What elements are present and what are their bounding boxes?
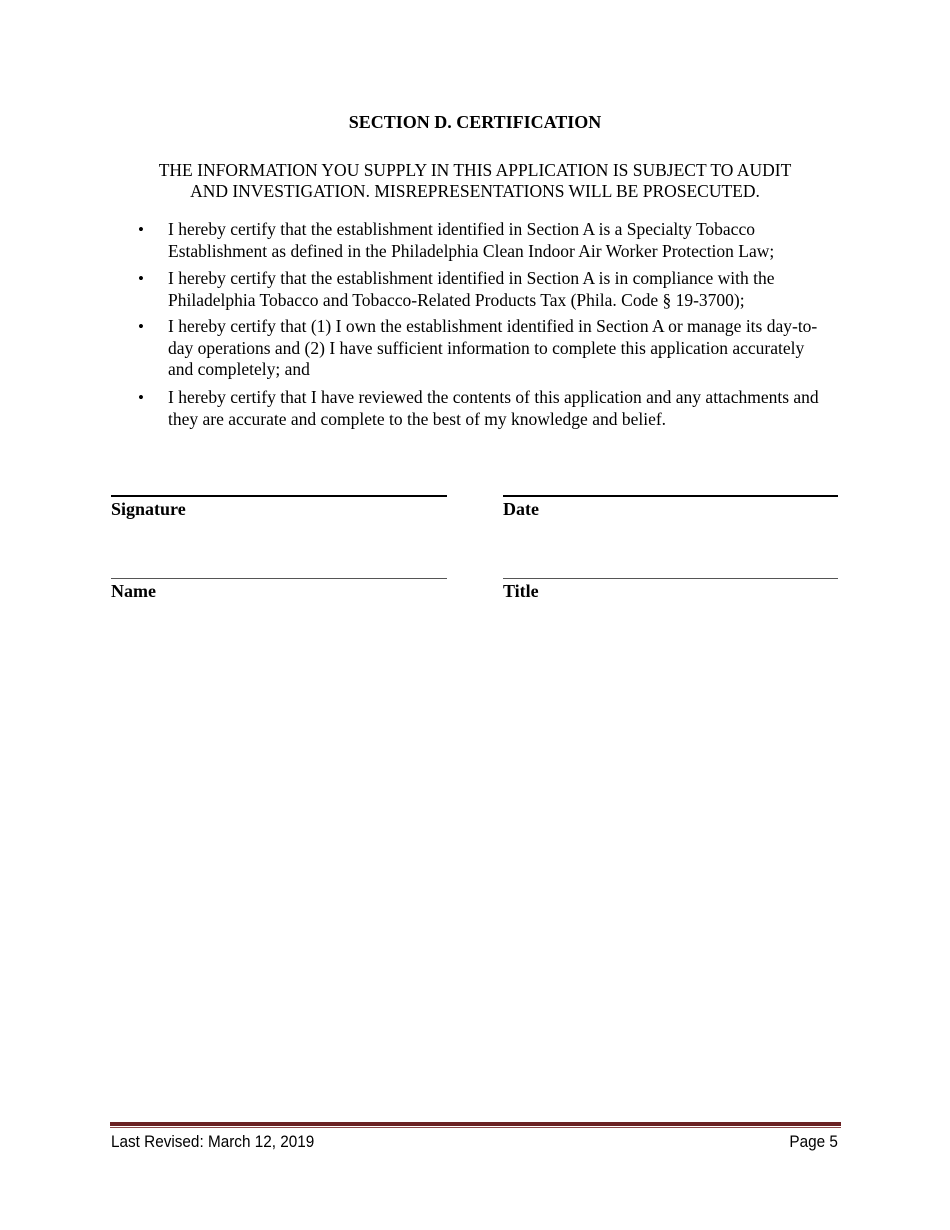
notice-line: THE INFORMATION YOU SUPPLY IN THIS APPLICATION IS SUBJECT TO AUDIT	[158, 160, 792, 180]
item-text: I hereby certify that the establishment identified in Section A is a Specialty Tobacco Establishment as defined in the Philadelphia Clean Indoor Air Worker Protection Law;	[168, 219, 775, 261]
item-text: I hereby certify that I have reviewed the contents of this application and any attachments and they are accurate and complete to the best of my knowledge and belief.	[168, 387, 819, 429]
title-line[interactable]	[503, 578, 838, 579]
page-number: Page 5	[789, 1132, 838, 1151]
bullet-icon: •	[138, 388, 144, 407]
title-label: Title	[503, 581, 539, 601]
date-line[interactable]	[503, 495, 838, 497]
certification-item	[138, 219, 848, 262]
name-line[interactable]	[111, 578, 447, 579]
name-label: Name	[111, 581, 156, 601]
bullet-icon: •	[138, 220, 144, 239]
signature-label: Signature	[111, 499, 186, 519]
signature-line[interactable]	[111, 495, 447, 497]
certification-item	[138, 316, 828, 381]
audit-notice	[0, 160, 950, 202]
bullet-icon: •	[138, 317, 144, 336]
item-text: I hereby certify that the establishment identified in Section A is in compliance with the Philadelphia Tobacco and Tobacco-Related Products Tax (Phila. Code § 19-3700);	[168, 268, 775, 310]
footer-rule	[110, 1122, 841, 1126]
last-revised: Last Revised: March 12, 2019	[111, 1132, 315, 1151]
certification-item	[138, 268, 828, 311]
date-label: Date	[503, 499, 539, 519]
footer-rule-thin	[110, 1127, 841, 1128]
section-title: SECTION D. CERTIFICATION	[348, 112, 602, 132]
item-text: I hereby certify that (1) I own the establishment identified in Section A or manage its day-to-day operations and (2) I have sufficient information to complete this application accurately and completely; and	[168, 316, 818, 379]
notice-line: AND INVESTIGATION. MISREPRESENTATIONS WILL BE PROSECUTED.	[190, 181, 760, 201]
certification-item	[138, 387, 848, 430]
bullet-icon: •	[138, 269, 144, 288]
